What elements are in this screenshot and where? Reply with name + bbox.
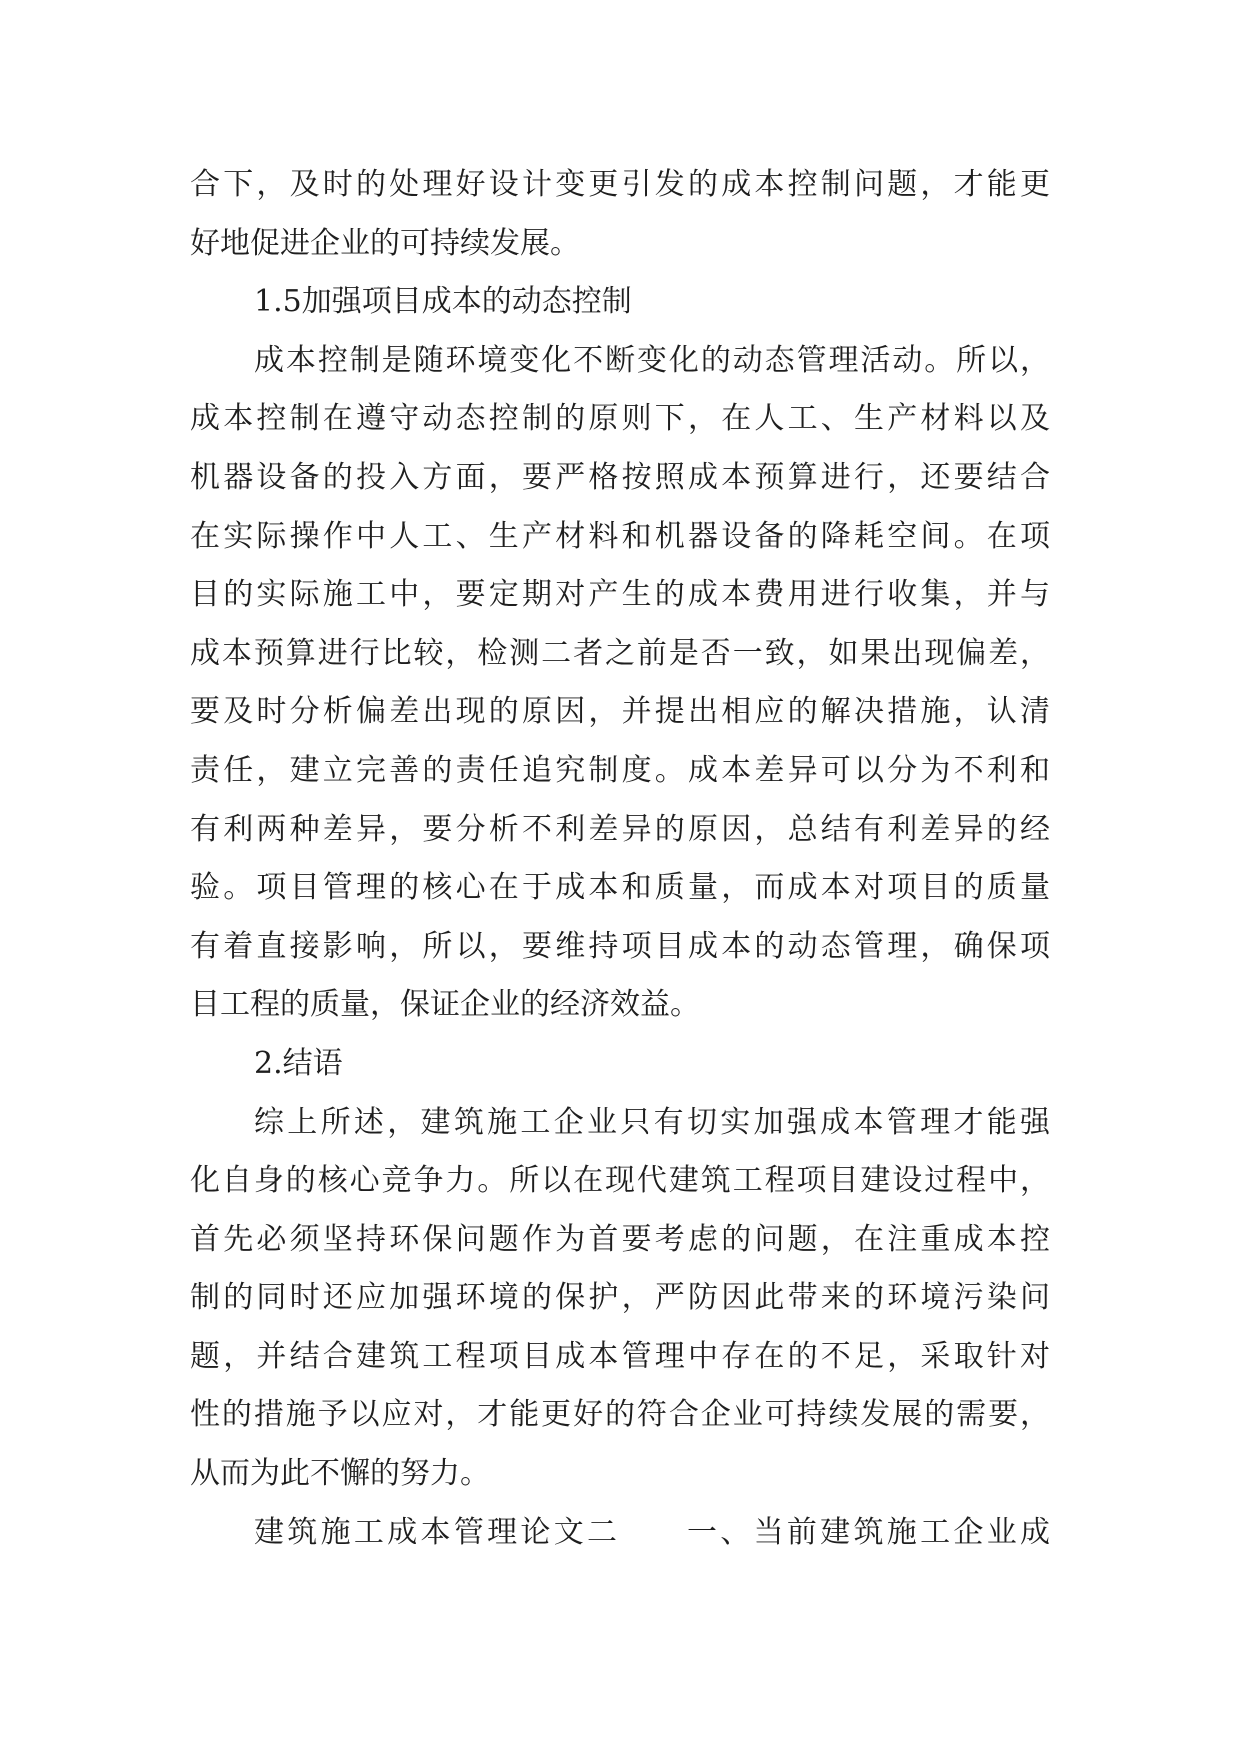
text-line: 建筑施工成本管理论文二 一、当前建筑施工企业成 [254,1514,1050,1550]
document-body [190,156,1050,1562]
text-line: 成本控制在遵守动态控制的原则下，在人工、生产材料以及 [190,401,1050,437]
text-line: 题，并结合建筑工程项目成本管理中存在的不足，采取针对 [190,1338,1050,1374]
text-line: 验。项目管理的核心在于成本和质量，而成本对项目的质量 [190,870,1050,906]
text-line: 综上所述，建筑施工企业只有切实加强成本管理才能强 [254,1104,1050,1140]
text-line: 1.5加强项目成本的动态控制 [254,284,632,320]
text-line: 化自身的核心竞争力。所以在现代建筑工程项目建设过程中， [190,1163,1050,1199]
text-line: 成本控制是随环境变化不断变化的动态管理活动。所以， [254,342,1050,378]
text-line: 目工程的质量，保证企业的经济效益。 [190,987,700,1023]
text-line: 目的实际施工中，要定期对产生的成本费用进行收集，并与 [190,577,1050,613]
text-line: 合下，及时的处理好设计变更引发的成本控制问题，才能更 [190,167,1050,202]
text-line: 首先必须坚持环保问题作为首要考虑的问题，在注重成本控 [190,1221,1050,1257]
text-line: 性的措施予以应对，才能更好的符合企业可持续发展的需要， [190,1397,1050,1433]
text-line: 在实际操作中人工、生产材料和机器设备的降耗空间。在项 [190,518,1050,554]
text-line: 制的同时还应加强环境的保护，严防因此带来的环境污染问 [190,1280,1050,1316]
text-line: 2.结语 [254,1045,343,1081]
text-line: 有着直接影响，所以，要维持项目成本的动态管理，确保项 [190,928,1050,964]
text-line: 成本预算进行比较，检测二者之前是否一致，如果出现偏差， [190,635,1050,671]
text-line: 从而为此不懈的努力。 [190,1456,490,1492]
text-line: 有利两种差异，要分析不利差异的原因，总结有利差异的经 [190,811,1050,847]
text-line: 机器设备的投入方面，要严格按照成本预算进行，还要结合 [190,459,1050,495]
text-line: 要及时分析偏差出现的原因，并提出相应的解决措施，认清 [190,694,1050,730]
text-line: 责任，建立完善的责任追究制度。成本差异可以分为不利和 [190,752,1050,788]
text-line: 好地促进企业的可持续发展。 [190,225,580,261]
